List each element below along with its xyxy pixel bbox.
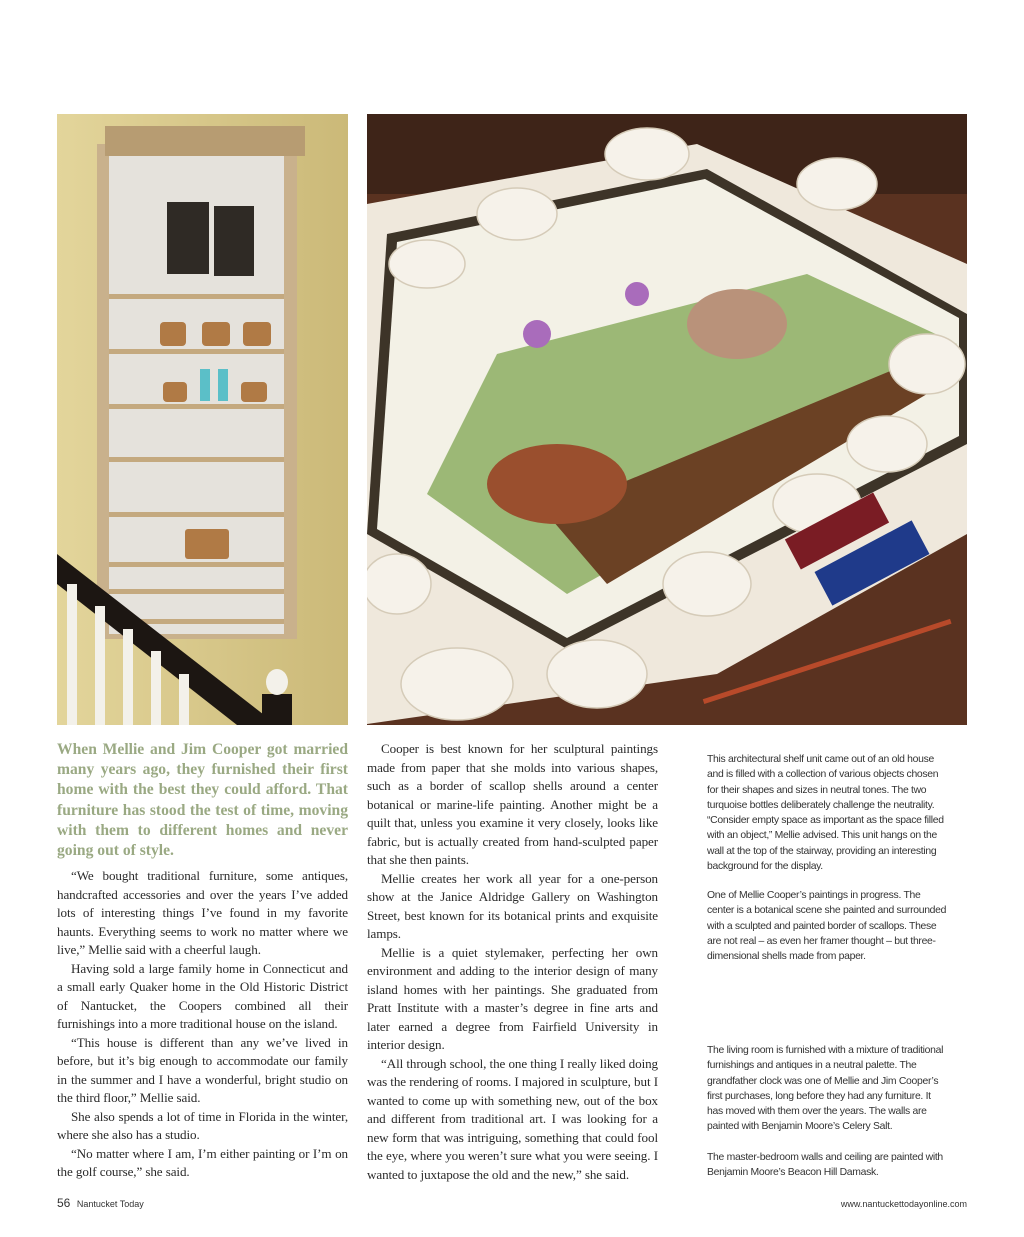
body-paragraph: Having sold a large family home in Connecticut and a small early Quaker home in the Old Historic District of Nantucket, the Coopers combined all their furnishings into a more traditional house on the island. xyxy=(57,960,348,1032)
publication-name: Nantucket Today xyxy=(76,1199,144,1209)
shell-painting-photo xyxy=(367,114,967,725)
body-paragraph: “No matter where I am, I’m either painting or I’m on the golf course,” she said. xyxy=(57,1145,348,1180)
article-column-1 xyxy=(57,740,348,1182)
footer-folio xyxy=(57,1196,144,1210)
body-paragraph: Mellie is a quiet stylemaker, perfecting her own environment and adding to the interior design of many island homes with her paintings. She graduated from Pratt Institute with a master’s degree in fine arts and later earned a degree from Fairfield University in interior design. xyxy=(367,944,658,1052)
intro-lead: When Mellie and Jim Cooper got married many years ago, they furnished their first home with the best they could afford. That furniture has stood the test of time, moving with them to different homes and never going out of style. xyxy=(57,741,348,860)
page-number: 56 xyxy=(57,1196,71,1210)
caption-painting xyxy=(707,888,947,964)
caption-text: The master-bedroom walls and ceiling are painted with Benjamin Moore’s Beacon Hill Damask. xyxy=(707,1151,943,1179)
body-paragraph: “This house is different than any we’ve lived in before, but it’s big enough to accommodate our family in the summer and I have a wonderful, bright studio on the third floor,” Mellie said. xyxy=(57,1034,348,1106)
body-paragraph: She also spends a lot of time in Florida in the winter, where she also has a studio. xyxy=(57,1108,348,1143)
caption-text: One of Mellie Cooper’s paintings in progress. The center is a botanical scene she painted and surrounded with a sculpted and painted border of scallops. These are not real – as even her framer thought – but three-dimensional shells made from paper. xyxy=(707,890,947,963)
caption-living-room xyxy=(707,1043,947,1180)
body-paragraph: “All through school, the one thing I really liked doing was the rendering of rooms. I majored in sculpture, but I wanted to come up with something new, out of the box and different from traditional art. I was looking for a new form that was intriguing, something that could fool the eye, where you weren’t sure what you were seeing. I wanted to juxtapose the old and the new,” she said. xyxy=(367,1055,658,1182)
body-paragraph: Mellie creates her work all year for a one-person show at the Janice Aldridge Gallery on Washington Street, best known for its botanical prints and exquisite lamps. xyxy=(367,870,658,941)
footer-url[interactable]: www.nantuckettodayonline.com xyxy=(840,1199,967,1209)
caption-shelf xyxy=(707,752,947,874)
body-paragraph: “We bought traditional furniture, some antiques, handcrafted accessories and over the years I’ve added lots of interesting things I’ve found in my favorite haunts. Everything seems to work no matter where we live,” Mellie said with a cheerful laugh. xyxy=(57,868,348,958)
shelf-unit-photo xyxy=(57,114,348,725)
caption-text: The living room is furnished with a mixture of traditional furnishings and antiques in a neutral palette. The grandfather clock was one of Mellie and Jim Cooper’s first purchases, long before they had any furniture. It has moved with them over the years. The walls are painted with Benjamin Moore’s Celery Salt. xyxy=(707,1045,944,1133)
article-column-2 xyxy=(367,740,658,1184)
caption-text: This architectural shelf unit came out of an old house and is filled with a collection of various objects chosen for their shapes and sizes in neutral tones. The two turquoise bottles deliberately challenge the neutrality. “Consider empty space as important as the space filled with an object,” Mellie advised. This unit hangs on the wall at the top of the stairway, providing an interesting background for the display. xyxy=(707,754,944,873)
body-paragraph: Cooper is best known for her sculptural paintings made from paper that she molds into various shapes, such as a border of scallop shells around a center botanical or marine-life painting. Another might be a quilt that, unless you examine it very closely, looks like fabric, but is actually created from hand-sculpted paper that she then paints. xyxy=(367,741,658,867)
